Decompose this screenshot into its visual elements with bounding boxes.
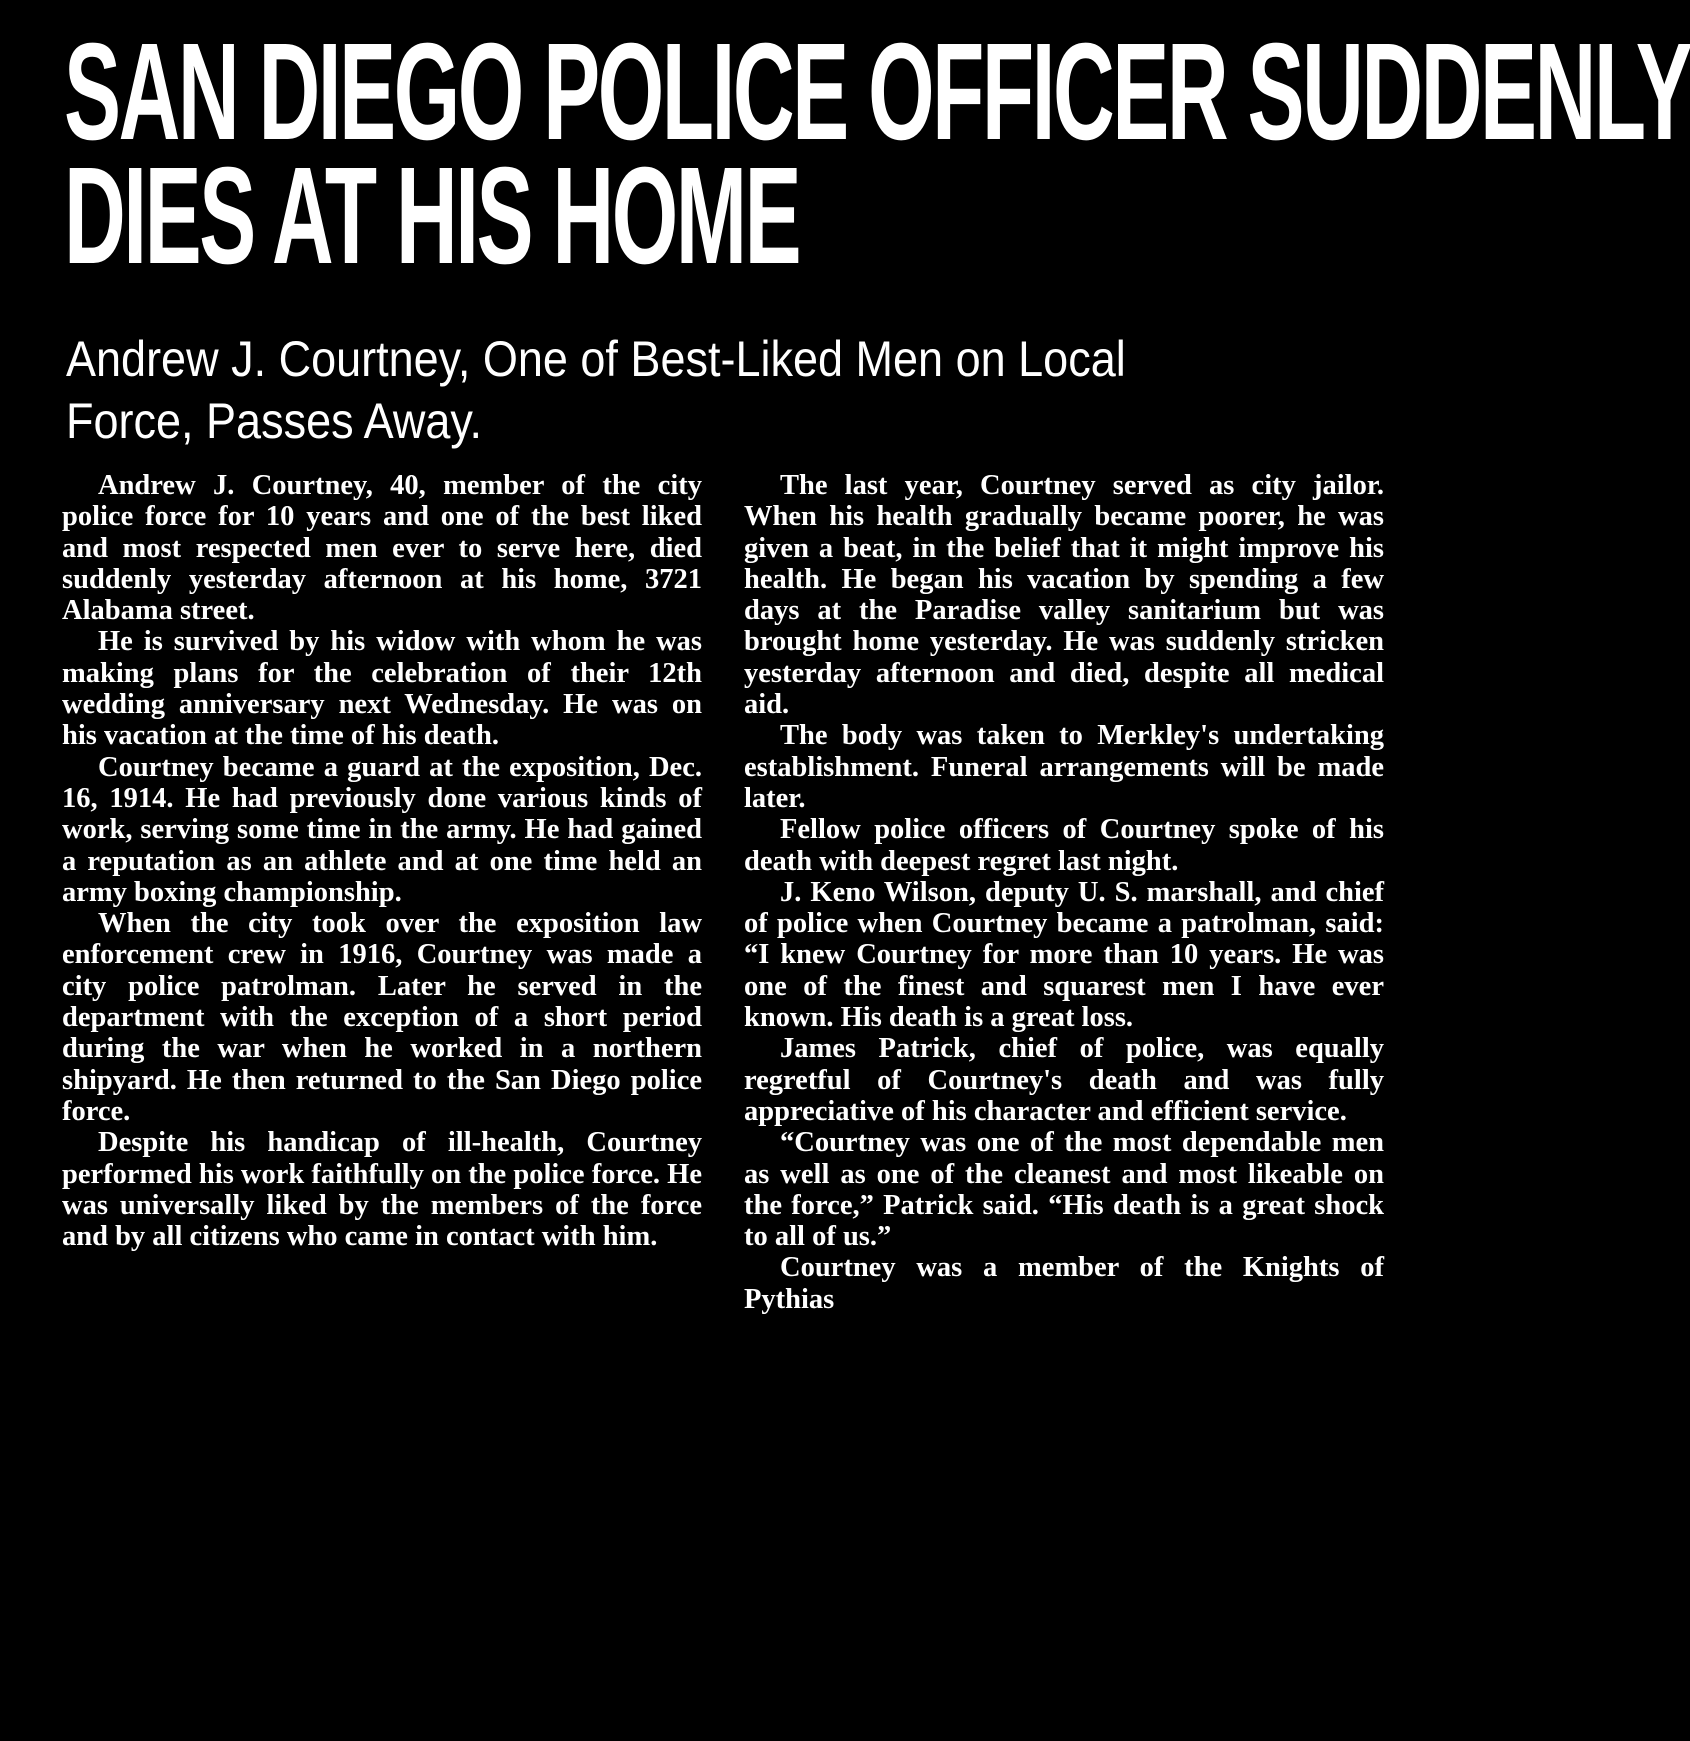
- paragraph: Despite his handicap of ill-health, Courtney performed his work faithfully on the police force. He was universally liked by the members of the force and by all citizens who came in contact with him.: [62, 1127, 702, 1253]
- paragraph: Courtney became a guard at the exposition, Dec. 16, 1914. He had previously done various kinds of work, serving some time in the army. He had gained a reputation as an athlete and at one time held an army boxing championship.: [62, 751, 702, 908]
- subheadline-line-2: Force, Passes Away.: [66, 393, 483, 449]
- paragraph: He is survived by his widow with whom he was making plans for the celebration of their 12th wedding anniversary next Wednesday. He was on his vacation at the time of his death.: [62, 626, 702, 752]
- subheadline-line-1: Andrew J. Courtney, One of Best-Liked Men on Local: [66, 331, 1126, 387]
- paragraph: “Courtney was one of the most dependable men as well as one of the cleanest and most likeable on the force,” Patrick said. “His death is a great shock to all of us.”: [744, 1127, 1384, 1253]
- paragraph: The body was taken to Merkley's undertaking establishment. Funeral arrangements will be made later.: [744, 720, 1384, 814]
- headline: [64, 15, 1690, 293]
- right-column: [744, 470, 1384, 1315]
- subheadline: [66, 328, 1236, 452]
- left-column: [62, 470, 702, 1252]
- headline-line-2: DIES AT HIS HOME: [64, 139, 800, 293]
- paragraph: Fellow police officers of Courtney spoke of his death with deepest regret last night.: [744, 814, 1384, 877]
- paragraph: When the city took over the exposition law enforcement crew in 1916, Courtney was made a city police patrolman. Later he served in the department with the exception of a short period during the war when he worked in a northern shipyard. He then returned to the San Diego police force.: [62, 908, 702, 1127]
- paragraph: J. Keno Wilson, deputy U. S. marshall, and chief of police when Courtney became a patrolman, said: “I knew Courtney for more than 10 years. He was one of the finest and squarest men I have ever known. His death is a great loss.: [744, 876, 1384, 1034]
- paragraph: James Patrick, chief of police, was equally regretful of Courtney's death and was fully appreciative of his character and efficient service.: [744, 1033, 1384, 1127]
- paragraph: The last year, Courtney served as city jailor. When his health gradually became poorer, he was given a beat, in the belief that it might improve his health. He began his vacation by spending a few days at the Paradise valley sanitarium but was brought home yesterday. He was suddenly stricken yesterday afternoon and died, despite all medical aid.: [744, 470, 1384, 721]
- paragraph: Courtney was a member of the Knights of Pythias: [744, 1252, 1384, 1315]
- paragraph: Andrew J. Courtney, 40, member of the city police force for 10 years and one of the best liked and most respected men ever to serve here, died suddenly yesterday afternoon at his home, 3721 Alabama street.: [62, 470, 702, 627]
- headline-line-1: SAN DIEGO POLICE OFFICER SUDDENLY: [64, 15, 1690, 169]
